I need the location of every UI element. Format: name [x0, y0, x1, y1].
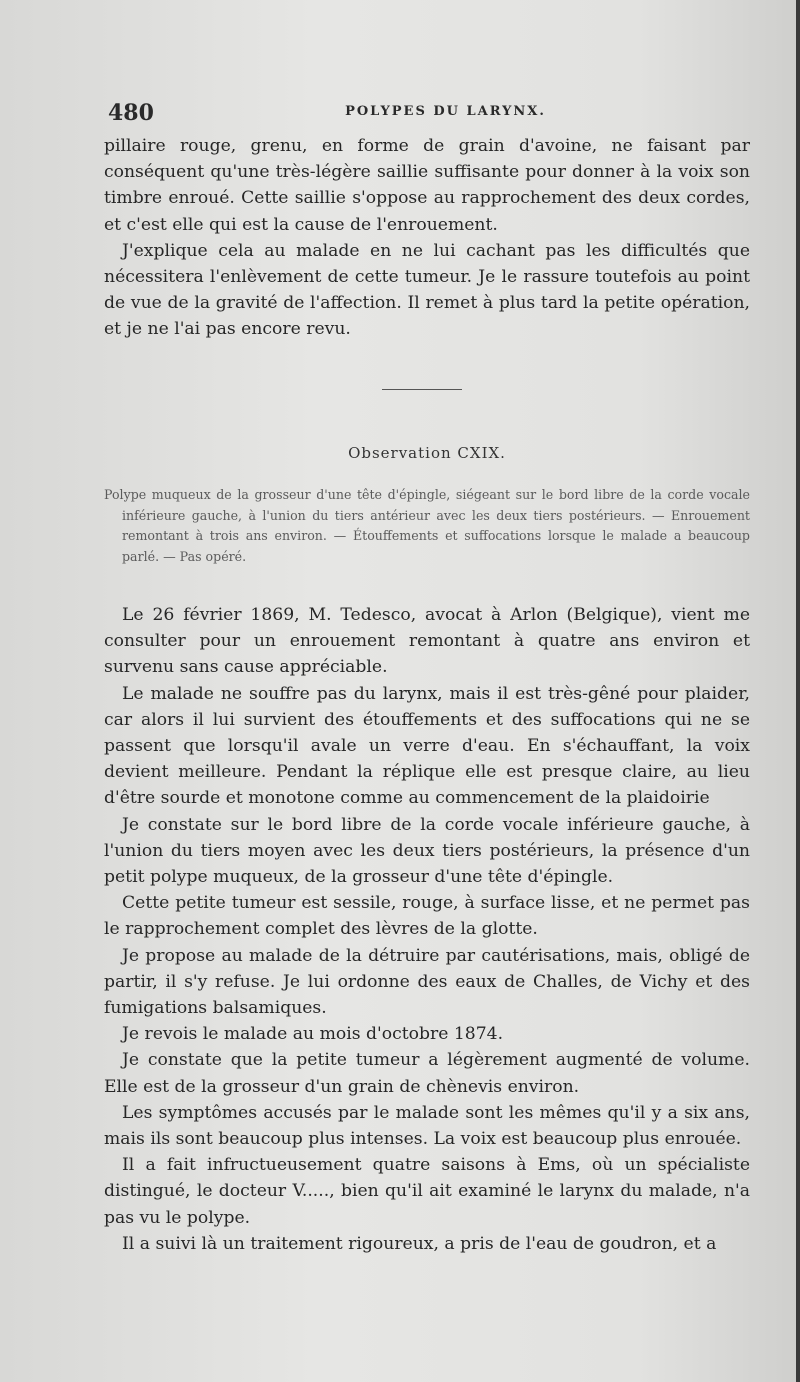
paragraph: Il a suivi là un traitement rigoureux, a pris de l'eau de goudron, et a [122, 1233, 717, 1254]
section-divider [382, 389, 462, 390]
paragraph: Je constate que la petite tumeur a légèrement augmenté de volume. Elle est de la grosseur d'un grain de chènevis environ. [104, 1050, 750, 1097]
running-title: POLYPES DU LARYNX. [345, 104, 546, 119]
summary-text: Polype muqueux de la grosseur d'une tête d'épingle, siégeant sur le bord libre de la corde vocale inférieure gauche, à l'union du tiers antérieur avec les deux tiers postérieurs. — Enrouement remontant à trois ans environ. — Étouffements et suffocations lorsque le malade a beaucoup parlé. — Pas opéré. [104, 487, 750, 564]
paragraph: Il a fait infructueusement quatre saisons à Ems, où un spécialiste distingué, le docteur V....., bien qu'il ait examiné le larynx du malade, n'a pas vu le polype. [104, 1155, 750, 1228]
page-edge [796, 0, 800, 1382]
top-text-block [104, 133, 750, 343]
paragraph: Cette petite tumeur est sessile, rouge, à surface lisse, et ne permet pas le rapprochement complet des lèvres de la glotte. [104, 893, 750, 940]
paragraph: Je revois le malade au mois d'octobre 1874. [122, 1024, 504, 1045]
paragraph: Je constate sur le bord libre de la corde vocale inférieure gauche, à l'union du tiers moyen avec les deux tiers postérieurs, la présence d'un petit polype muqueux, de la grosseur d'une tête d'épingle. [104, 814, 750, 888]
paragraph: Les symptômes accusés par le malade sont les mêmes qu'il y a six ans, mais ils sont beaucoup plus intenses. La voix est beaucoup plus enrouée. [104, 1102, 750, 1150]
observation-summary [104, 485, 750, 567]
paragraph: Le 26 février 1869, M. Tedesco, avocat à Arlon (Belgique), vient me consulter pour un enrouement remontant à quatre ans environ et survenu sans cause appréciable. [104, 605, 750, 678]
paragraph: pillaire rouge, grenu, en forme de grain d'avoine, ne faisant par conséquent qu'une très-légère saillie suffisante pour donner à la voix son timbre enroué. Cette saillie s'oppose au rapprochement des deux cordes, et c'est elle qui est la cause de l'enrouement. [104, 136, 750, 235]
page-number: 480 [108, 100, 154, 126]
body-text-block [104, 602, 750, 1257]
observation-title: Observation CXIX. [348, 444, 506, 462]
paragraph: Le malade ne souffre pas du larynx, mais il est très-gêné pour plaider, car alors il lui survient des étouffements et des suffocations qui ne se passent que lorsqu'il avale un verre d'eau. En s'échauffant, la voix devient meilleure. Pendant la réplique elle est presque claire, au lieu d'être sourde et monotone comme au commencement de la plaidoirie [104, 683, 750, 809]
paragraph: Je propose au malade de la détruire par cautérisations, mais, obligé de partir, il s'y refuse. Je lui ordonne des eaux de Challes, de Vichy et des fumigations balsamiques. [104, 945, 750, 1019]
page-header [108, 100, 753, 128]
paragraph: J'explique cela au malade en ne lui cachant pas les difficultés que nécessitera l'enlèvement de cette tumeur. Je le rassure toutefois au point de vue de la gravité de l'affection. Il remet à plus tard la petite opération, et je ne l'ai pas encore revu. [104, 240, 750, 340]
